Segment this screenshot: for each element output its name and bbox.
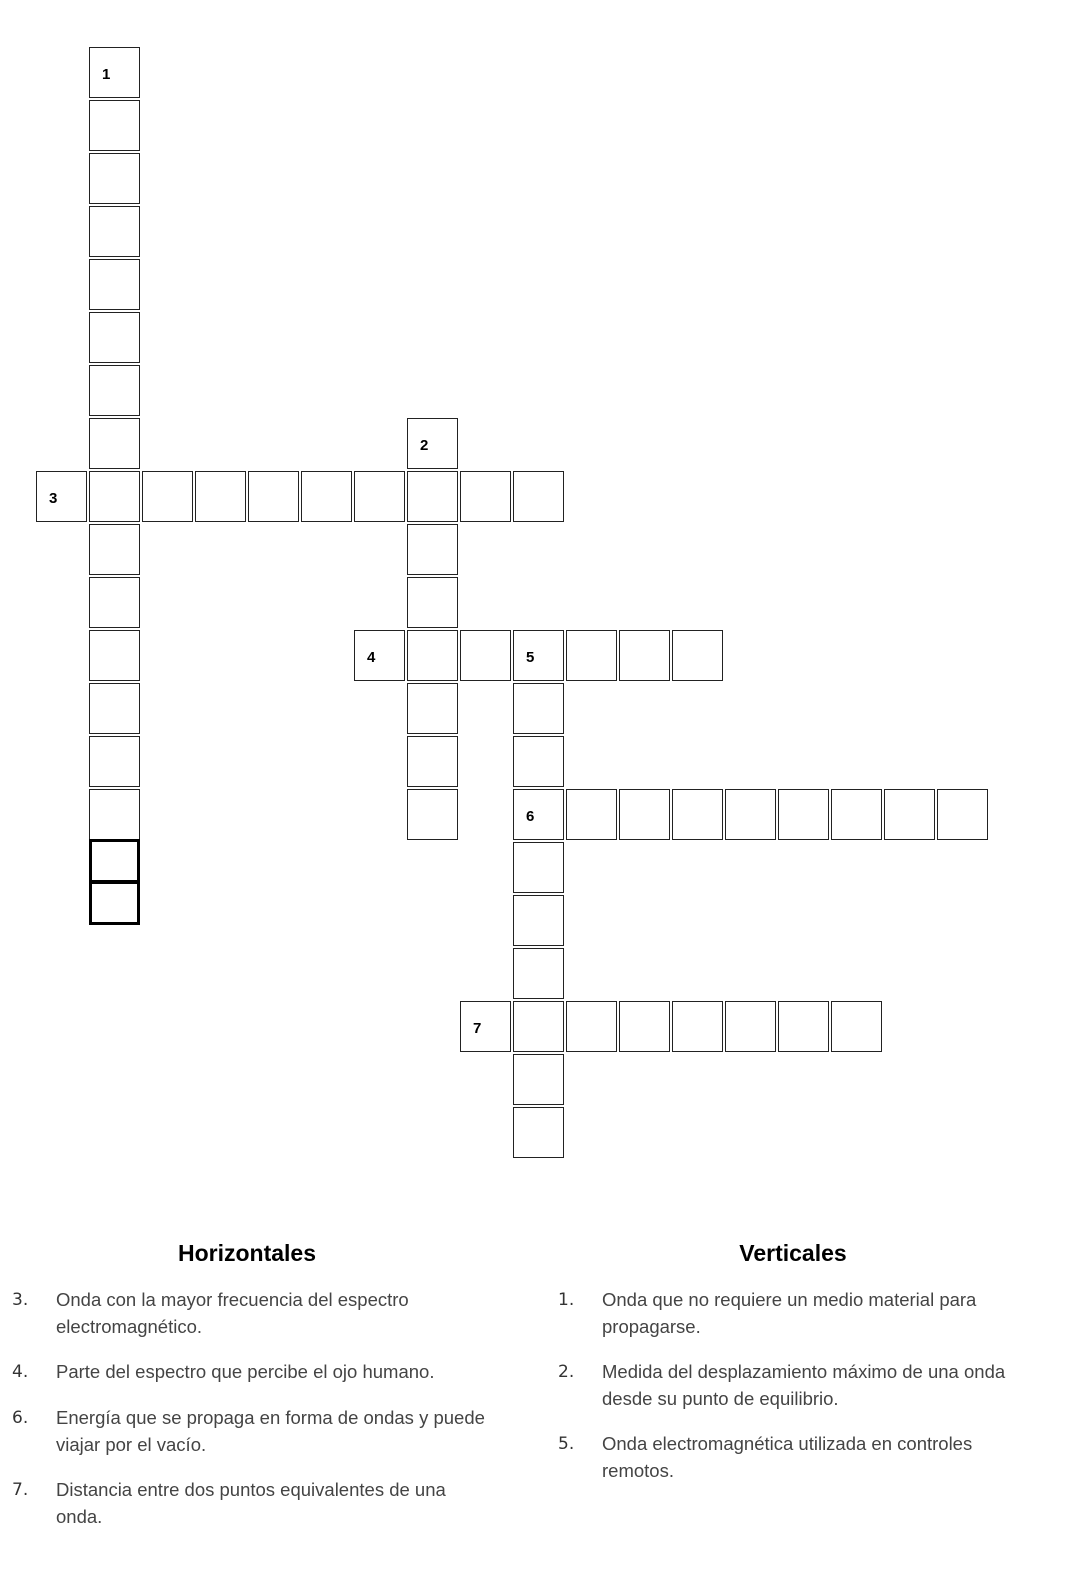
clue-number: 5. (558, 1434, 575, 1454)
clue-text: Energía que se propaga en forma de ondas y puede viajar por el vacío. (56, 1407, 485, 1455)
grid-cell[interactable] (407, 630, 458, 681)
grid-cell[interactable] (513, 789, 564, 840)
across-clue (12, 1404, 492, 1458)
grid-cell[interactable] (89, 418, 140, 469)
grid-cell[interactable] (884, 789, 935, 840)
down-clue (558, 1286, 1048, 1340)
grid-cell[interactable] (672, 630, 723, 681)
clue-number: 1. (558, 1290, 575, 1310)
grid-cell[interactable] (672, 1001, 723, 1052)
clue-number: 6. (12, 1408, 29, 1428)
clue-number: 7. (12, 1480, 29, 1500)
clue-text: Distancia entre dos puntos equivalentes de una onda. (56, 1479, 446, 1527)
clue-text: Medida del desplazamiento máximo de una onda desde su punto de equilibrio. (602, 1361, 1006, 1409)
extra-drawn-cell[interactable] (89, 839, 140, 883)
clue-number: 4. (12, 1362, 29, 1382)
grid-cell[interactable] (195, 471, 246, 522)
clue-number-label: 1 (102, 66, 111, 83)
grid-cell[interactable] (89, 736, 140, 787)
grid-cell[interactable] (89, 47, 140, 98)
clue-number-label: 7 (473, 1020, 482, 1037)
grid-cell[interactable] (619, 630, 670, 681)
grid-cell[interactable] (831, 1001, 882, 1052)
grid-cell[interactable] (407, 736, 458, 787)
grid-cell[interactable] (566, 789, 617, 840)
grid-cell[interactable] (89, 206, 140, 257)
grid-cell[interactable] (407, 418, 458, 469)
grid-cell[interactable] (460, 1001, 511, 1052)
grid-cell[interactable] (725, 1001, 776, 1052)
grid-cell[interactable] (937, 789, 988, 840)
across-heading: Horizontales (177, 1240, 317, 1266)
grid-cell[interactable] (566, 630, 617, 681)
grid-cell[interactable] (89, 630, 140, 681)
grid-cell[interactable] (89, 789, 140, 840)
down-clue (558, 1430, 1048, 1484)
grid-cell[interactable] (89, 259, 140, 310)
across-clue (12, 1358, 492, 1386)
grid-cell[interactable] (354, 471, 405, 522)
grid-cell[interactable] (89, 683, 140, 734)
grid-cell[interactable] (89, 524, 140, 575)
clue-text: Onda que no requiere un medio material para propagarse. (602, 1289, 977, 1337)
grid-cell[interactable] (407, 471, 458, 522)
grid-cell[interactable] (301, 471, 352, 522)
grid-cell[interactable] (513, 683, 564, 734)
grid-cell[interactable] (778, 789, 829, 840)
grid-cell[interactable] (619, 789, 670, 840)
grid-cell[interactable] (513, 1107, 564, 1158)
grid-cell[interactable] (513, 895, 564, 946)
across-clue (12, 1476, 492, 1530)
clue-text: Parte del espectro que percibe el ojo humano. (56, 1361, 435, 1382)
grid-cell[interactable] (513, 1054, 564, 1105)
grid-cell[interactable] (354, 630, 405, 681)
grid-cell[interactable] (407, 577, 458, 628)
grid-cell[interactable] (513, 842, 564, 893)
grid-cell[interactable] (513, 948, 564, 999)
extra-drawn-cell[interactable] (89, 881, 140, 925)
clue-number-label: 2 (420, 437, 429, 454)
clue-text: Onda electromagnética utilizada en controles remotos. (602, 1433, 973, 1481)
grid-cell[interactable] (36, 471, 87, 522)
grid-cell[interactable] (89, 312, 140, 363)
clue-number-label: 6 (526, 808, 535, 825)
clue-number-label: 3 (49, 490, 58, 507)
down-clue (558, 1358, 1048, 1412)
grid-cell[interactable] (460, 471, 511, 522)
grid-cell[interactable] (831, 789, 882, 840)
grid-cell[interactable] (566, 1001, 617, 1052)
grid-cell[interactable] (725, 789, 776, 840)
grid-cell[interactable] (407, 683, 458, 734)
grid-cell[interactable] (407, 524, 458, 575)
grid-cell[interactable] (89, 153, 140, 204)
clue-number-label: 4 (367, 649, 376, 666)
grid-cell[interactable] (89, 577, 140, 628)
clue-text: Onda con la mayor frecuencia del espectro electromagnético. (56, 1289, 409, 1337)
grid-cell[interactable] (142, 471, 193, 522)
grid-cell[interactable] (672, 789, 723, 840)
clue-number-label: 5 (526, 649, 535, 666)
grid-cell[interactable] (407, 789, 458, 840)
grid-cell[interactable] (89, 365, 140, 416)
grid-cell[interactable] (460, 630, 511, 681)
grid-cell[interactable] (619, 1001, 670, 1052)
grid-cell[interactable] (778, 1001, 829, 1052)
clue-number: 3. (12, 1290, 29, 1310)
across-clue (12, 1286, 492, 1340)
grid-cell[interactable] (513, 736, 564, 787)
across-clues (12, 1238, 492, 1548)
down-heading: Verticales (739, 1240, 847, 1266)
grid-cell[interactable] (89, 100, 140, 151)
grid-cell[interactable] (513, 630, 564, 681)
clue-number: 2. (558, 1362, 575, 1382)
grid-cell[interactable] (513, 1001, 564, 1052)
down-clues (558, 1238, 1048, 1502)
grid-cell[interactable] (89, 471, 140, 522)
grid-cell[interactable] (248, 471, 299, 522)
grid-cell[interactable] (513, 471, 564, 522)
